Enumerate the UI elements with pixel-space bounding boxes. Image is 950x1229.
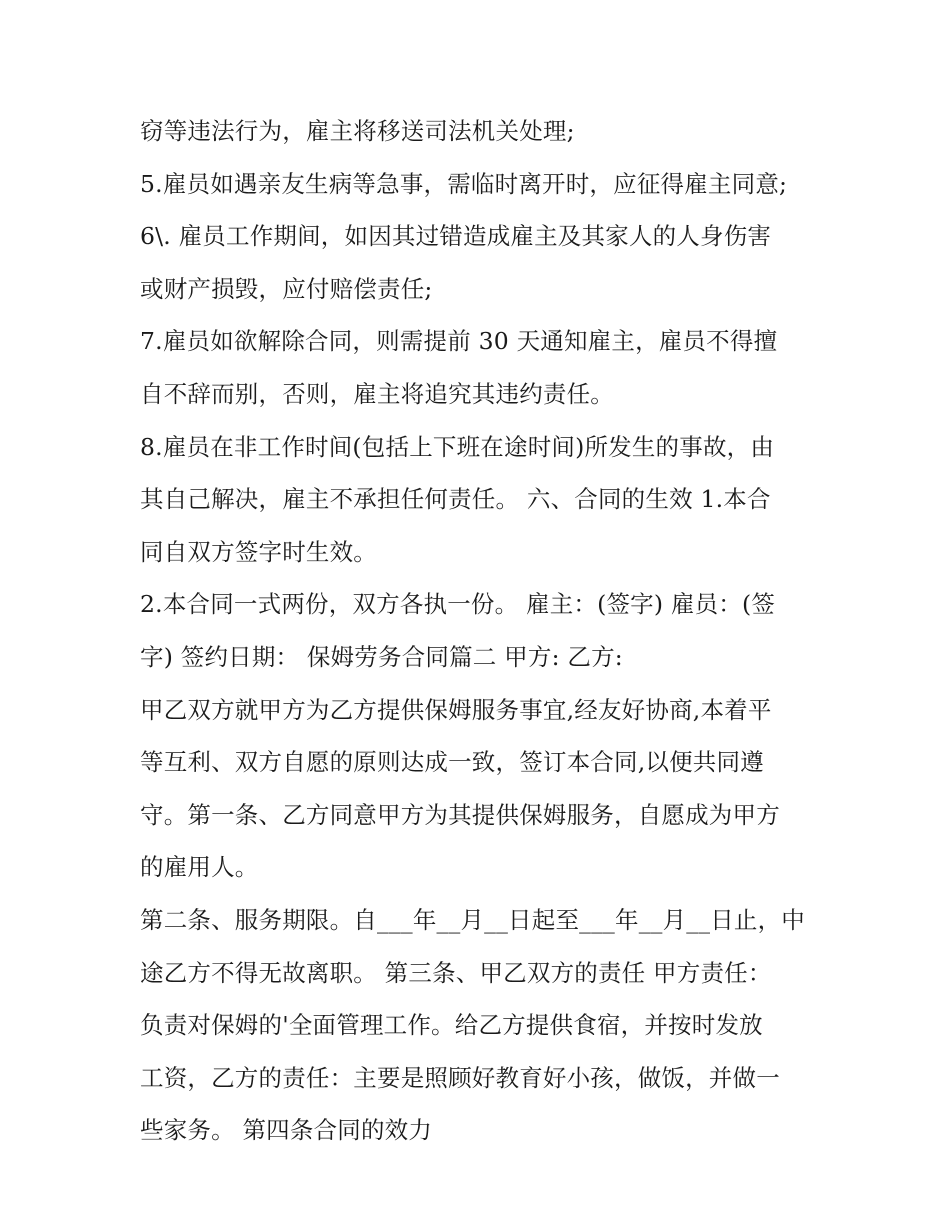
text-line-16: 第二条、服务期限。自___年__月__日起至___年__月__日止，中 — [140, 905, 805, 934]
text-line-13: 等互利、双方自愿的原则达成一致，签订本合同,以便共同遵 — [140, 748, 764, 777]
text-line-10: 2.本合同一式两份，双方各执一份。 雇主：(签字) 雇员：(签 — [140, 590, 776, 619]
text-line-12: 甲乙双方就甲方为乙方提供保姆服务事宜,经友好协商,本着平 — [140, 695, 772, 724]
text-line-7: 8.雇员在非工作时间(包括上下班在途时间)所发生的事故，由 — [140, 432, 775, 461]
text-line-17: 途乙方不得无故离职。 第三条、甲乙双方的责任 甲方责任： — [140, 958, 772, 987]
text-line-19: 工资，乙方的责任：主要是照顾好教育好小孩，做饭，并做一 — [140, 1063, 780, 1092]
text-line-3: 6\. 雇员工作期间，如因其过错造成雇主及其家人的人身伤害 — [140, 222, 772, 251]
text-line-18: 负责对保姆的'全面管理工作。给乙方提供食宿，并按时发放 — [140, 1011, 763, 1040]
document-body — [140, 105, 820, 1157]
text-line-15: 的雇用人。 — [140, 853, 259, 882]
text-line-20: 些家务。 第四条合同的效力 — [140, 1116, 433, 1145]
text-line-5: 7.雇员如欲解除合同，则需提前 30 天通知雇主，雇员不得擅 — [140, 327, 778, 356]
text-line-9: 同自双方签字时生效。 — [140, 537, 377, 566]
text-line-14: 守。第一条、乙方同意甲方为其提供保姆服务，自愿成为甲方 — [140, 800, 780, 829]
text-line-8: 其自己解决，雇主不承担任何责任。 六、合同的生效 1.本合 — [140, 485, 771, 514]
text-line-4: 或财产损毁，应付赔偿责任; — [140, 274, 433, 303]
text-line-6: 自不辞而别，否则，雇主将追究其违约责任。 — [140, 379, 614, 408]
text-line-2: 5.雇员如遇亲友生病等急事，需临时离开时，应征得雇主同意; — [140, 169, 788, 198]
text-line-1: 窃等违法行为，雇主将移送司法机关处理; — [140, 117, 575, 145]
text-line-11: 字) 签约日期： 保姆劳务合同篇二 甲方: 乙方: — [140, 642, 623, 671]
